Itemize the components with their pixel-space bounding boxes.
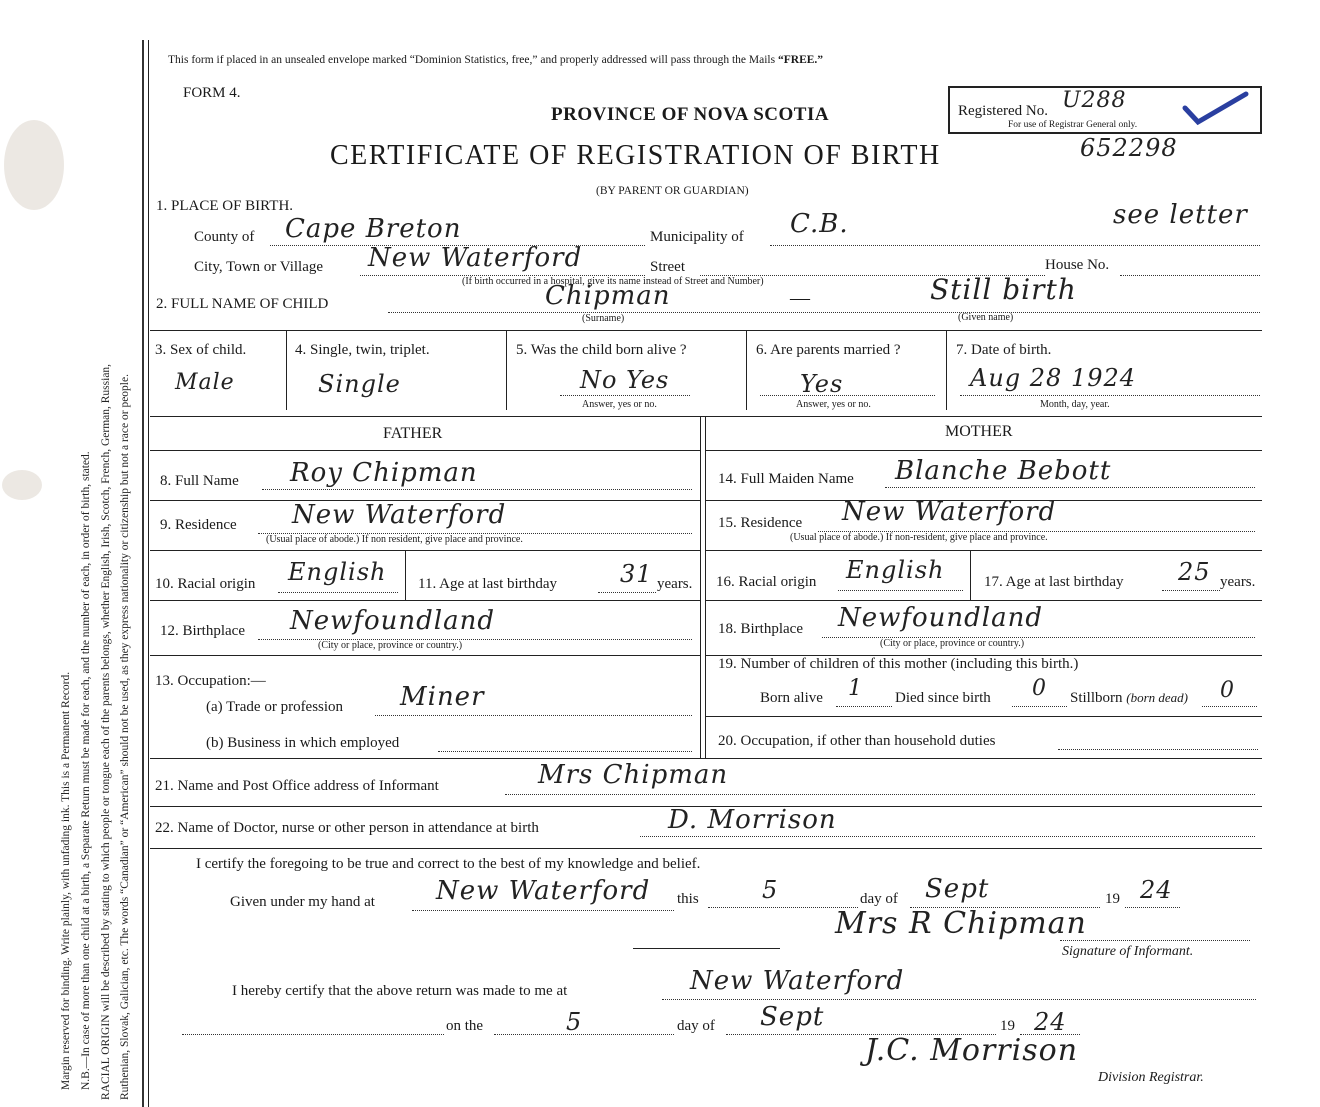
father-name-line	[262, 489, 692, 490]
registrar-place-line	[662, 999, 1256, 1000]
registrar-year-prefix: 19	[1000, 1018, 1015, 1034]
father-years-label: years.	[657, 576, 693, 592]
row-divider	[150, 600, 700, 601]
parents-married-label: 6. Are parents married ?	[756, 342, 901, 358]
mother-residence-value: New Waterford	[842, 497, 1057, 527]
mother-heading: MOTHER	[945, 423, 1013, 440]
born-alive-value: No Yes	[580, 366, 670, 394]
father-trade-value: Miner	[400, 682, 485, 712]
plurality-label: 4. Single, twin, triplet.	[295, 342, 430, 358]
father-name-value: Roy Chipman	[290, 458, 478, 488]
father-occupation-label: 13. Occupation:—	[155, 673, 266, 689]
margin-note-multiple-births: N.B.—In case of more than one child at a birth, a Separate Return must be made for each, and the number of each, in order of birth, stated.	[80, 451, 92, 1090]
doctor-value: D. Morrison	[668, 805, 837, 835]
father-business-label: (b) Business in which employed	[206, 735, 400, 751]
column-divider	[746, 330, 747, 410]
informant-label: 21. Name and Post Office address of Informant	[155, 778, 439, 794]
born-alive-line	[560, 395, 690, 396]
paper-stain	[4, 120, 64, 210]
mother-children-label: 19. Number of children of this mother (including this birth.)	[718, 656, 1079, 672]
province-heading: PROVINCE OF NOVA SCOTIA	[551, 104, 830, 125]
city-label: City, Town or Village	[194, 259, 324, 275]
father-race-label: 10. Racial origin	[155, 576, 256, 592]
born-alive-label: 5. Was the child born alive ?	[516, 342, 687, 358]
child-name-label: 2. FULL NAME OF CHILD	[156, 296, 329, 312]
father-business-line	[438, 751, 692, 752]
dash: —	[790, 287, 810, 309]
county-label: County of	[194, 229, 255, 245]
born-alive-note: Answer, yes or no.	[582, 399, 657, 410]
mother-age-value: 25	[1178, 558, 1211, 586]
certify-statement: I certify the foregoing to be true and correct to the best of my knowledge and belief.	[196, 856, 701, 872]
informant-signature-line	[1060, 940, 1250, 941]
day-value: 5	[762, 876, 779, 904]
born-alive-count-value: 1	[848, 676, 863, 701]
house-number-label: House No.	[1045, 257, 1110, 273]
died-since-birth-value: 0	[1032, 676, 1047, 701]
informant-value: Mrs Chipman	[538, 760, 729, 790]
paper-stain	[2, 470, 42, 500]
father-birthplace-label: 12. Birthplace	[160, 623, 245, 639]
division-registrar-label: Division Registrar.	[1098, 1070, 1204, 1085]
street-label: Street	[650, 259, 685, 275]
year-line	[1125, 907, 1180, 908]
parents-married-value: Yes	[800, 370, 844, 398]
checkmark-icon	[1180, 90, 1250, 130]
doctor-label: 22. Name of Doctor, nurse or other person in attendance at birth	[155, 820, 539, 836]
registrar-certify-statement: I hereby certify that the above return was made to me at	[232, 983, 568, 999]
mother-race-label: 16. Racial origin	[716, 574, 817, 590]
municipality-value: C.B.	[790, 209, 849, 239]
signature-of-informant-label: Signature of Informant.	[1062, 944, 1194, 959]
binding-margin-line	[142, 40, 144, 1107]
father-age-label: 11. Age at last birthday	[418, 576, 557, 592]
mother-name-label: 14. Full Maiden Name	[718, 471, 854, 487]
certificate-subtitle: (BY PARENT OR GUARDIAN)	[596, 185, 749, 197]
registrar-day-value: 5	[566, 1008, 583, 1036]
row-divider	[706, 550, 1262, 551]
column-divider	[946, 330, 947, 410]
column-divider	[970, 550, 971, 600]
doctor-line	[640, 836, 1255, 837]
father-age-value: 31	[620, 560, 653, 588]
mother-race-line	[838, 590, 963, 591]
given-place-value: New Waterford	[436, 876, 651, 906]
mother-race-value: English	[846, 556, 945, 584]
margin-note-binding: Margin reserved for binding. Write plainly, with unfading ink. This is a Permanent Record.	[60, 671, 72, 1090]
father-residence-label: 9. Residence	[160, 517, 237, 533]
mother-birthplace-label: 18. Birthplace	[718, 621, 803, 637]
row-divider	[706, 716, 1262, 717]
mother-residence-label: 15. Residence	[718, 515, 803, 531]
mother-name-line	[885, 487, 1255, 488]
margin-note-racial-origin-cont: Ruthenian, Slovak, Galician, etc. The words “Canadian” or “American” should not be used, as they express nationality or citizenship but not a race or people.	[119, 374, 131, 1100]
margin-note-racial-origin: RACIAL ORIGIN will be described by stating to which people or tongue each of the parents belongs, whether English, Irish, Scotch, French, German, Russian,	[100, 363, 112, 1100]
column-divider	[405, 550, 406, 600]
given-under-hand-label: Given under my hand at	[230, 894, 375, 910]
mother-age-label: 17. Age at last birthday	[984, 574, 1124, 590]
mother-birthplace-value: Newfoundland	[838, 603, 1044, 633]
municipality-label: Municipality of	[650, 229, 744, 245]
column-divider	[286, 330, 287, 410]
year-prefix: 19	[1105, 891, 1120, 907]
father-trade-label: (a) Trade or profession	[206, 699, 344, 715]
parents-divider-inner	[705, 416, 706, 758]
date-of-birth-note: Month, day, year.	[1040, 399, 1110, 410]
row-divider	[150, 655, 700, 656]
father-name-label: 8. Full Name	[160, 473, 239, 489]
father-residence-note: (Usual place of abode.) If non resident, give place and province.	[266, 534, 523, 545]
section-divider	[150, 416, 1262, 417]
section-divider	[150, 848, 1262, 849]
parents-married-note: Answer, yes or no.	[796, 399, 871, 410]
born-alive-count-label: Born alive	[760, 690, 823, 706]
mail-notice: This form if placed in an unsealed envelope marked “Dominion Statistics, free,” and properly addressed will pass through the Mails “FREE.”	[168, 54, 824, 66]
section-divider	[150, 758, 1262, 759]
mother-occupation-line	[1058, 749, 1258, 750]
father-birthplace-note: (City or place, province or country.)	[318, 640, 463, 651]
mother-birthplace-note: (City or place, province or country.)	[880, 638, 1025, 649]
mother-age-line	[1162, 590, 1220, 591]
on-the-label: on the	[446, 1018, 484, 1034]
municipality-line	[770, 245, 1260, 246]
registered-label: Registered No.	[958, 103, 1048, 119]
given-name-note: (Given name)	[958, 312, 1014, 323]
stillborn-label: Stillborn (born dead)	[1070, 690, 1189, 706]
form-number: FORM 4.	[183, 85, 241, 101]
date-of-birth-line	[960, 395, 1260, 396]
mother-years-label: years.	[1220, 574, 1256, 590]
hospital-note: (If birth occurred in a hospital, give its name instead of Street and Number)	[462, 276, 764, 287]
county-value: Cape Breton	[285, 214, 462, 244]
date-of-birth-value: Aug 28 1924	[970, 364, 1137, 392]
father-age-line	[598, 592, 656, 593]
informant-line	[505, 794, 1255, 795]
parents-divider	[700, 416, 701, 758]
row-divider	[706, 600, 1262, 601]
signature-rule	[633, 948, 780, 949]
given-place-line	[412, 910, 674, 911]
binding-margin-line-inner	[148, 40, 149, 1107]
father-residence-value: New Waterford	[292, 500, 507, 530]
sex-label: 3. Sex of child.	[155, 342, 247, 358]
day-of-label: day of	[860, 891, 898, 907]
row-divider	[150, 450, 700, 451]
house-number-line	[1120, 275, 1260, 276]
father-race-line	[278, 592, 398, 593]
registrar-day-of-label: day of	[677, 1018, 715, 1034]
died-since-birth-line	[1012, 706, 1067, 707]
parents-married-line	[760, 395, 935, 396]
certificate-title: CERTIFICATE OF REGISTRATION OF BIRTH	[330, 140, 941, 171]
see-letter-note: see letter	[1113, 200, 1248, 230]
died-since-birth-label: Died since birth	[895, 690, 991, 706]
born-alive-count-line	[836, 706, 892, 707]
month-value: Sept	[925, 874, 990, 904]
mother-residence-note: (Usual place of abode.) If non-resident, give place and province.	[790, 532, 1048, 543]
child-name-line	[388, 312, 1260, 313]
section-divider	[150, 330, 1262, 331]
registrar-year-value: 24	[1034, 1008, 1067, 1036]
father-birthplace-value: Newfoundland	[290, 606, 496, 636]
registrar-signature: J.C. Morrison	[865, 1033, 1079, 1068]
column-divider	[506, 330, 507, 410]
place-of-birth-label: 1. PLACE OF BIRTH.	[156, 198, 294, 214]
row-divider	[150, 550, 700, 551]
registered-note: For use of Registrar General only.	[1008, 120, 1138, 130]
informant-signature: Mrs R Chipman	[835, 906, 1087, 941]
registrar-month-value: Sept	[760, 1002, 825, 1032]
registrar-day-line	[494, 1034, 674, 1035]
date-of-birth-label: 7. Date of birth.	[956, 342, 1052, 358]
stillborn-value: 0	[1220, 678, 1235, 703]
mother-occupation-label: 20. Occupation, if other than household duties	[718, 733, 996, 749]
registered-number-value: U288	[1062, 88, 1127, 113]
registrar-blank-line	[182, 1034, 444, 1035]
plurality-value: Single	[318, 370, 401, 398]
father-heading: FATHER	[383, 425, 443, 442]
certificate-number: 652298	[1080, 134, 1178, 162]
father-trade-line	[375, 715, 692, 716]
sex-value: Male	[175, 370, 235, 395]
registrar-place-value: New Waterford	[690, 966, 905, 996]
surname-note: (Surname)	[582, 313, 625, 324]
year-value: 24	[1140, 876, 1173, 904]
this-label: this	[677, 891, 699, 907]
row-divider	[706, 450, 1262, 451]
city-value: New Waterford	[368, 243, 583, 273]
mother-name-value: Blanche Bebott	[895, 456, 1112, 486]
stillborn-line	[1202, 706, 1257, 707]
child-given-name-value: Still birth	[930, 273, 1077, 306]
child-surname-value: Chipman	[545, 281, 671, 311]
father-race-value: English	[288, 558, 387, 586]
